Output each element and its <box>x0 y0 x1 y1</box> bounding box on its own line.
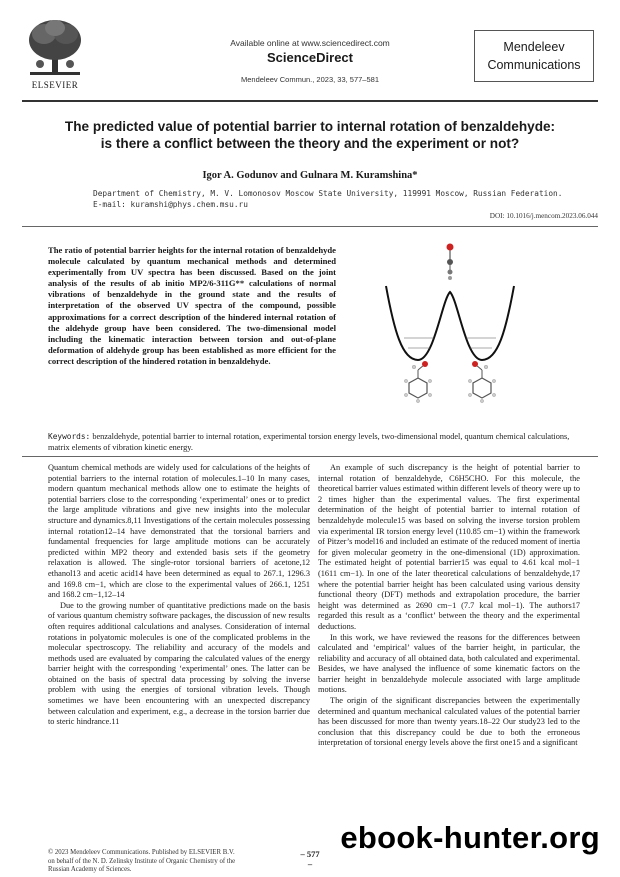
paragraph: The origin of the significant discrepancies between the experimentally determined and quantum mechanical calculated values of the potential barrier has been discussed for more than twenty years.18–22 Our study23 led to the conclusion that this discrepancy could be due to both the erroneous interpretation of torsional energy levels above the first one15 and a significant <box>318 696 580 748</box>
abstract: The ratio of potential barrier heights for the internal rotation of benzaldehyde molecule calculated by quantum mechanical methods and determined experimentally from UV spectra has been discussed. Based on the joint analysis of the results of ab initio MP2/6-311G** calculations of normal vibrations of benzaldehyde in the ground state and the results of interpretation of the observed UV spectra of the compound, possible approximations for a correct description of the hindered internal rotation of the aldehyde group have been considered. The two-dimensional model including the kinematic interaction between torsion and out-of-plane deformation of aldehyde group has been established as more efficient for the correct description of the hindered rotation in benzaldehyde. <box>48 245 336 366</box>
title-line1: The predicted value of potential barrier to internal rotation of benzaldehyde: <box>64 119 556 134</box>
top-molecule <box>447 244 454 281</box>
header-divider <box>22 100 598 102</box>
authors: Igor A. Godunov and Gulnara M. Kuramshina* <box>202 170 418 181</box>
elsevier-logo <box>22 14 88 90</box>
paragraph: Due to the growing number of quantitative predictions made on the basis of various quantum chemistry software packages, the discussion of new results often requires additional calculations and analyses. Consideration of internal rotations in polyatomic molecules is one of the complicated problems in the molecular spectroscopy. The reliability and accuracy of the models and methods used are evaluated by comparing the calculated values of the energy barrier height with the corresponding ‘experimental’ ones. The latter can be obtained on the basis of spectral data processing by solving the inverse problem with using the energies of torsional vibration levels. Though sometimes we have been encountering with an unexpected discrepancy between calculation and experiment, e.g., a decrease in the torsion barrier due to steric hindrance.11 <box>48 600 310 727</box>
available-online-text: Available online at www.sciencedirect.com <box>230 38 390 48</box>
doi: DOI: 10.1016/j.mencom.2023.06.044 <box>489 212 598 220</box>
body-right-column <box>318 463 580 749</box>
article-title <box>40 118 580 152</box>
title-line2: is there a conflict between the theory and the experiment or not? <box>100 136 520 151</box>
copyright-line3: Russian Academy of Sciences. <box>48 866 132 873</box>
watermark: ebook-hunter.org <box>340 820 600 855</box>
affiliation-address: Department of Chemistry, M. V. Lomonosov Moscow State University, 119991 Moscow, Russian Federation. <box>93 189 563 198</box>
keywords <box>48 431 588 453</box>
potential-well-diagram <box>380 240 520 410</box>
affiliation <box>93 188 573 210</box>
journal-name-line2: Communications <box>487 58 581 72</box>
copyright-line2: on behalf of the N. D. Zelinsky Institute of Organic Chemistry of the <box>48 857 236 865</box>
potential-curve <box>386 286 514 360</box>
elsevier-tree-icon <box>22 14 88 80</box>
paragraph: In this work, we have reviewed the reasons for the differences between calculated and ‘empirical’ values of the barrier height, in particular, the reliability and accuracy of all obtained data, both calculated and experimental. Besides, we have analysed the influence of some kinematic factors on the barrier height in benzaldehyde molecule associated with large amplitude motions. <box>318 632 580 695</box>
keywords-text: benzaldehyde, potential barrier to internal rotation, experimental torsion energy levels, two-dimensional model, quantum chemical calculations, matrix elements of vibration kinetic energy. <box>48 432 570 452</box>
keywords-divider <box>22 456 598 457</box>
affiliation-email: E-mail: kuramshi@phys.chem.msu.ru <box>93 200 248 209</box>
title-divider <box>22 226 598 227</box>
journal-citation: Mendeleev Commun., 2023, 33, 577–581 <box>240 75 379 84</box>
paragraph: An example of such discrepancy is the height of potential barrier to internal rotation of benzaldehyde, C6H5CHO. For this molecule, the theoretical barrier values estimated within different levels of theory were up to 2 times higher than the experimental values. The first experimental determination of the height of potential barrier to internal rotation of benzaldehyde molecule15 was based on solving the inverse torsion problem via experimental IR torsion energy level (110.85 cm−1) within the framework of Pitzer’s model16 and included an estimate of the reduced moment of inertia for given molecular geometry in the one-dimensional (1D) approximation. The estimated height of potential barrier15 was equal to 4.61 kcal mol−1 (1611 cm−1). In one of the later theoretical calculations of benzaldehyde,17 where the potential barrier height has been calculated using various density functional theory (DFT) methods and extrapolation procedure, the barrier height was determined as 2690 cm−1 (7.7 kcal mol−1). The authors17 regarded this result as a ‘conflict’ between the theory and the experimental deductions. <box>318 463 580 631</box>
journal-name-line1: Mendeleev <box>503 40 565 54</box>
copyright-line1: © 2023 Mendeleev Communications. Published by ELSEVIER B.V. <box>48 849 235 856</box>
paragraph: Quantum chemical methods are widely used for calculations of the heights of potential barriers to the internal rotation of molecules.1–10 In many cases, modern quantum mechanical methods allow one to estimate the heights of potential barriers close to the corresponding ‘experimental’ ones or to predict the large amplitude vibrations and give new insights into the molecular structure and dynamics.8,11 Investigations of the certain molecules possessing internal rotation12–14 have demonstrated that the torsional barriers and fundamental frequencies for large amplitude motions can be accurately predicted within MP2 theory and extended basis sets if the geometry relaxation is allowed. The single-rotor torsional barriers of acetone,12 ethanol13 and acetic acid14 have been determined as equal to 267.1, 1296.3 and 169.8 cm−1, which are close to the experimental values of 266.1, 1251 and 168.2 cm−1,12–14 <box>48 463 310 600</box>
keywords-label: Keywords: <box>48 432 91 441</box>
left-molecule <box>404 361 431 403</box>
publisher-name: ELSEVIER <box>31 80 79 90</box>
right-molecule <box>468 361 495 403</box>
graphical-abstract <box>380 240 520 410</box>
body-left-column <box>48 463 310 728</box>
journal-name-box <box>474 30 594 82</box>
sciencedirect-logo: ScienceDirect <box>267 50 353 65</box>
copyright-footer <box>48 849 248 875</box>
page-number: – 577 – <box>300 849 320 869</box>
